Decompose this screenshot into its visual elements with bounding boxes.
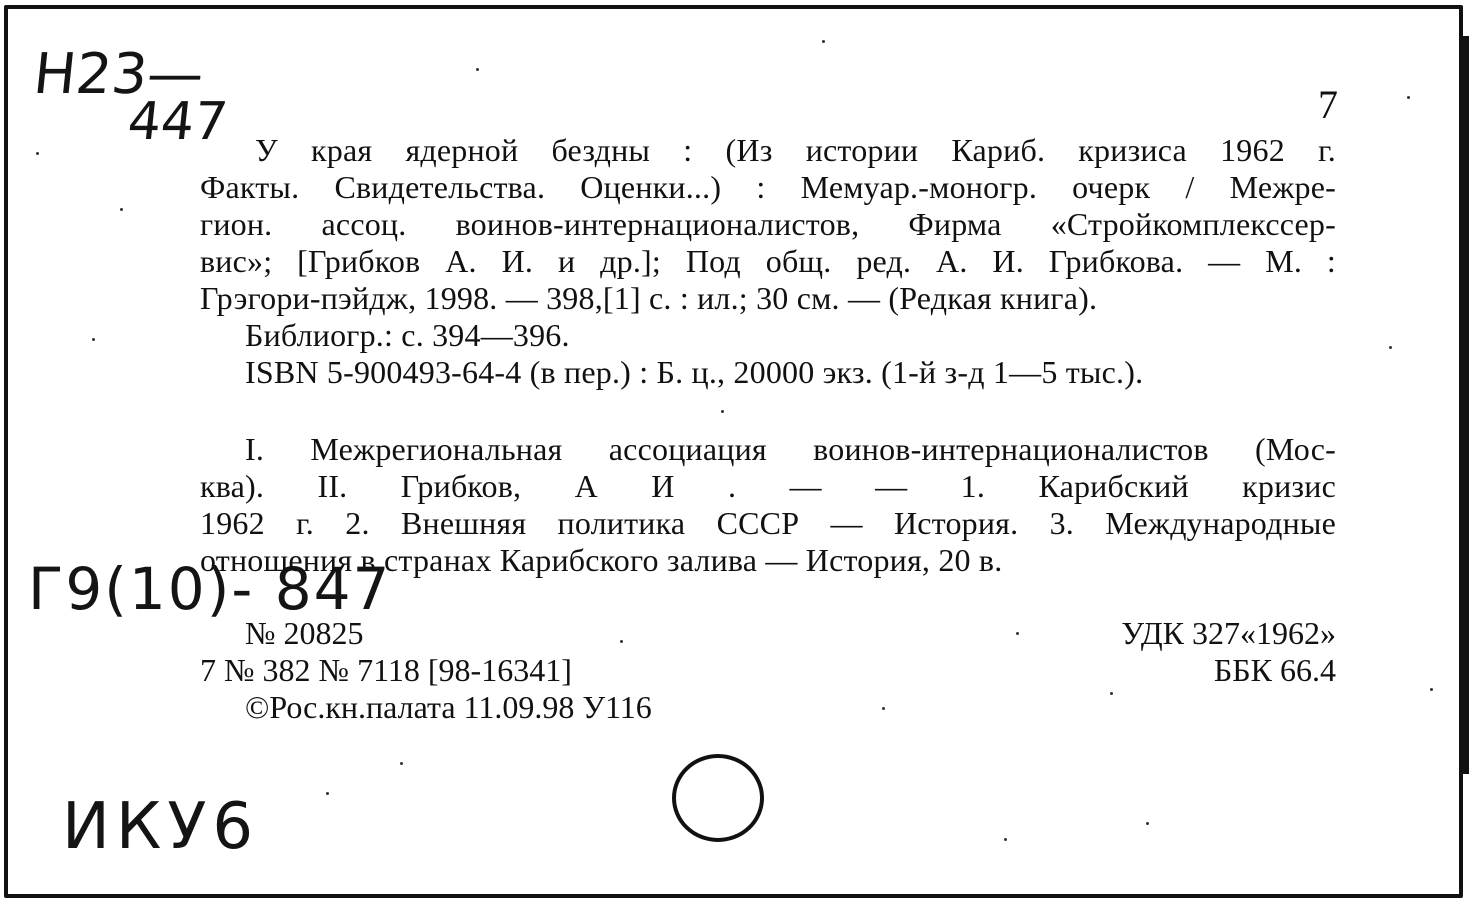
scan-speck: [1389, 346, 1392, 349]
scan-speck: [92, 338, 95, 341]
subject-line-2: ква). II. Грибков, А И . — — 1. Карибский кризис: [200, 468, 1336, 504]
scan-speck: [1430, 688, 1433, 691]
isbn-line: ISBN 5-900493-64-4 (в пер.) : Б. ц., 20000 экз. (1-й з-д 1—5 тыс.).: [245, 354, 1144, 390]
scan-speck: [1016, 632, 1019, 635]
scan-speck: [326, 792, 329, 795]
scan-speck: [476, 68, 479, 71]
card-edge-shadow: [1462, 36, 1469, 774]
scan-speck: [721, 410, 724, 413]
udk-code: УДК 327«1962»: [1121, 615, 1336, 651]
scan-speck: [36, 152, 39, 155]
title-line-5: Грэгори-пэйдж, 1998. — 398,[1] с. : ил.; 30 см. — (Редкая книга).: [200, 280, 1098, 316]
title-line-4: вис»; [Грибков А. И. и др.]; Под общ. ред. А. И. Грибкова. — М. :: [200, 243, 1336, 279]
bbk-code: ББК 66.4: [1213, 652, 1336, 688]
handwritten-shelfmark-top: Н23—: [30, 42, 207, 107]
record-line: 7 № 382 № 7118 [98-16341]: [200, 652, 572, 688]
bibliography-note: Библиогр.: с. 394—396.: [245, 317, 570, 353]
handwritten-code: ИКУ6: [62, 790, 260, 864]
title-line-1: У края ядерной бездны : (Из истории Кариб. кризиса 1962 г.: [255, 132, 1336, 168]
scan-speck: [1110, 692, 1113, 695]
chamber-stamp: ©Рос.кн.палата 11.09.98 У116: [245, 689, 652, 725]
record-number: № 20825: [245, 615, 364, 651]
handwritten-classification: Г9(10)- 847: [28, 555, 392, 623]
card-number: 7: [1318, 82, 1338, 127]
handwritten-shelfmark-bottom: 447: [124, 92, 231, 152]
punch-hole-icon: [668, 748, 768, 848]
scan-speck: [400, 762, 403, 765]
scan-speck: [1004, 838, 1007, 841]
scan-speck: [1146, 822, 1149, 825]
title-line-2: Факты. Свидетельства. Оценки...) : Мемуар.-моногр. очерк / Межре-: [200, 169, 1336, 205]
scan-speck: [620, 640, 623, 643]
subject-line-4: отношения в странах Карибского залива — История, 20 в.: [200, 542, 1003, 578]
scan-speck: [120, 208, 123, 211]
subject-line-3: 1962 г. 2. Внешняя политика СССР — История. 3. Международные: [200, 505, 1336, 541]
scan-speck: [1407, 96, 1410, 99]
scan-speck: [822, 40, 825, 43]
subject-line-1: I. Межрегиональная ассоциация воинов-интернационалистов (Мос-: [245, 431, 1336, 467]
scan-speck: [882, 707, 885, 710]
title-line-3: гион. ассоц. воинов-интернационалистов, Фирма «Стройкомплекссер-: [200, 206, 1336, 242]
